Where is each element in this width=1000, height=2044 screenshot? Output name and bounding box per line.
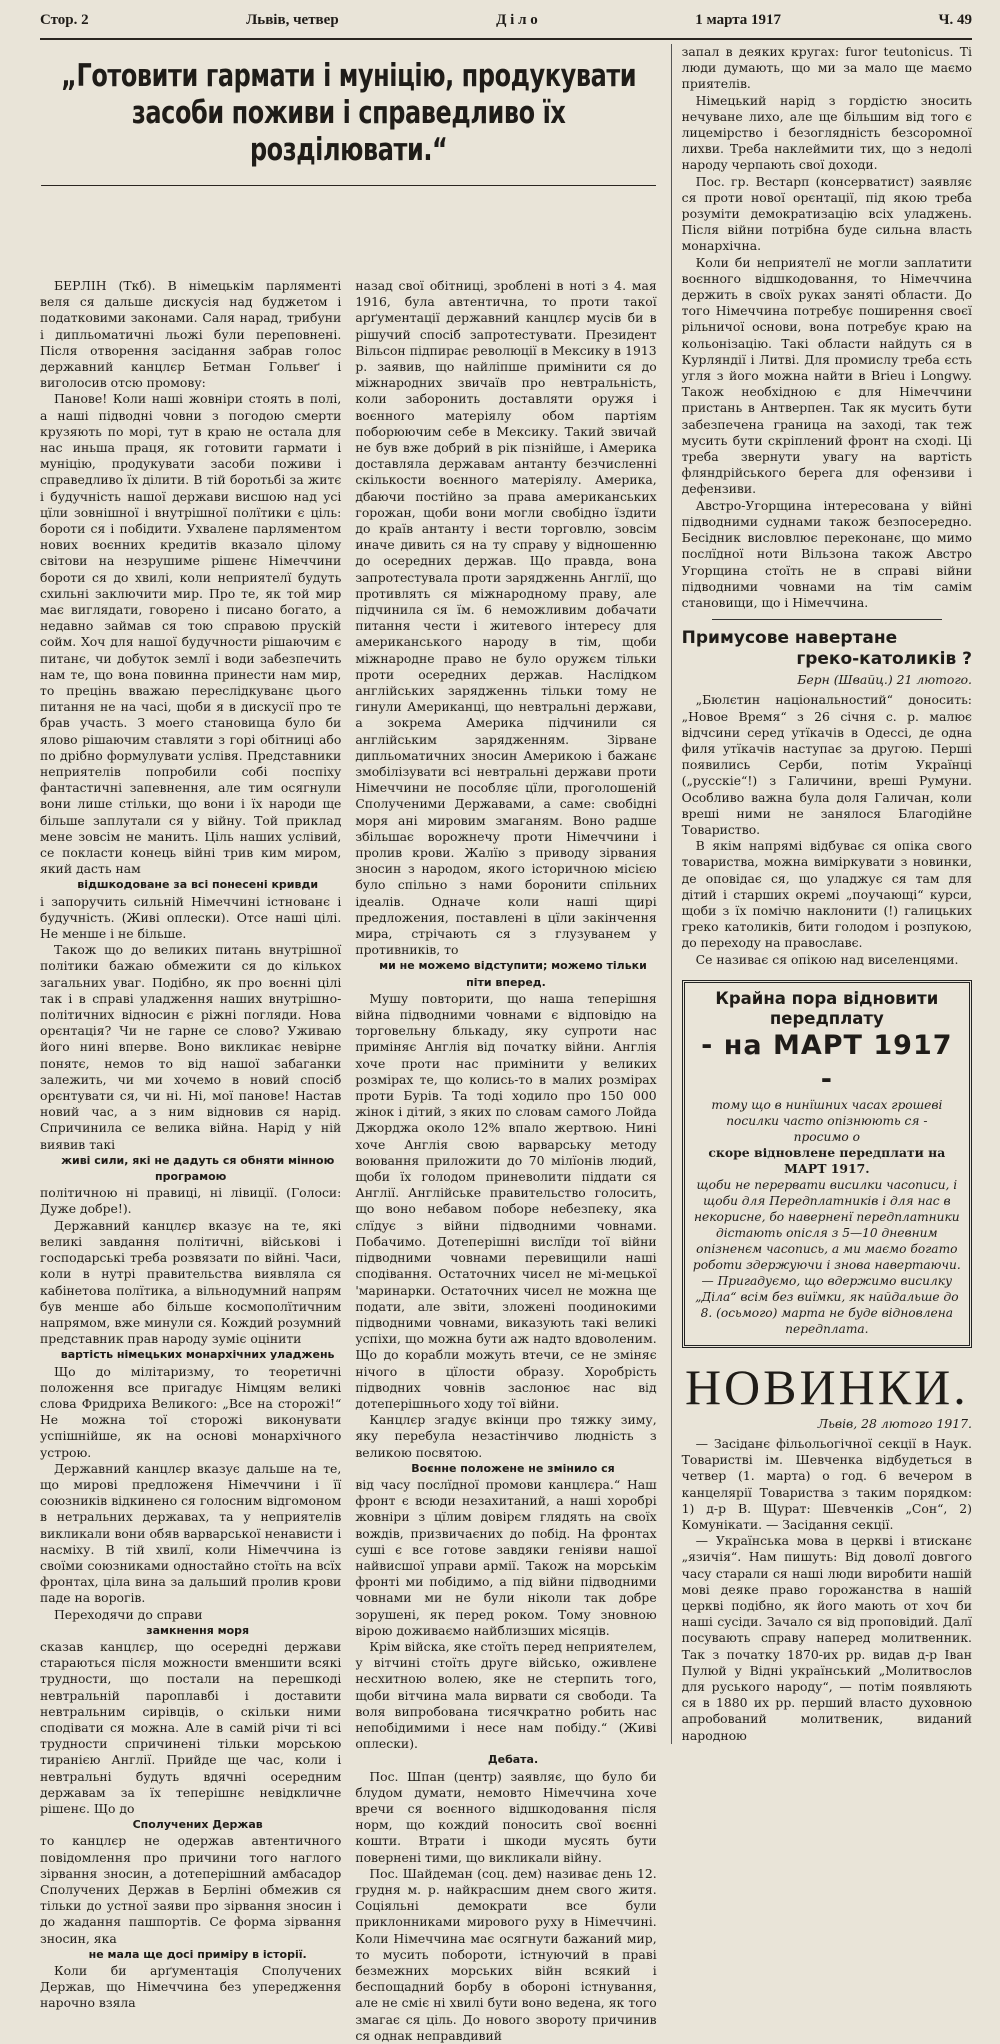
left-columns <box>40 277 657 2043</box>
article-paragraph: БЕРЛІН (Ткб). В німецькім парляменті веля ся дальше дискусія над буджетом і податковими законами. Саля нарад, трибуни і дипльоматичні льожі були переповнені. Після отворення засідання забрав голос державний канцлєр Бетман Гольвеґ і виголосив отсю промову: <box>40 277 342 391</box>
article-paragraph: Переходячи до справи <box>54 1606 203 1622</box>
notice-line: просимо о <box>793 1129 860 1144</box>
news-section-title: НОВИНКИ. <box>684 1358 969 1415</box>
article-paragraph: Пос. Шайдеман (соц. дем) називає день 12. грудня м. р. найкрасшим днем свого житя. Соціяльні демократи все були приклонниками мирового руху в Німеччині. Коли Німеччина має осягнути бажаний мир, то мусить побороти, істнуючий в праві безмежних морських війн всякий і беспощадний борбу в обороні істнування, але не сміє ні хвилі бути воно ведена, як того змагає ся ціль. До нового звороту причинив ся однак неправдивий <box>355 1865 657 2043</box>
article-paragraph: Коли би неприятелї не могли заплатити воєнного відшкодовання, то Німеччина держить в своїх руках заняті области. До того Німеччина потребує поширення своєї рільничої основи, вона потребує краю на кольонізацію. Такі области найдуть ся в Курляндії і Литві. Для промислу треба єсть угля з його можна найти в Brieu і Longwy. Також необхідною є для Німеччини пристань в Антверпен. Так як мусить бути забезпечена граница на заході, так теж мусить бути скріплений фронт на сході. Ці треба звернути увагу на вартість фляндрійського берега для офензиви і дефензиви. <box>681 254 972 497</box>
article-paragraph: назад свої обітниці, зроблені в ноті з 4. мая 1916, була автентична, то проти такої арґументації державний канцлєр мусів би в рішучий спосіб запротестувати. Президент Вільсон підпирає революції в Мексику в 1913 р. заявив, що найліпше примінити ся до міжнародних звичаїв про невтральність, коли заборонить доставляти оружя і воєнного матеріялу обом партіям поборюючим себе в Мексику. Такий звичай не був вже добрий в рік пізнійше, і Америка доставляла державам антанту безчисленні скількости воєнного матеріялу. Америка, дбаючи постійно за права американських горожан, щоби вони могли свобідно їздити до країв антанту і вести торговлю, зовсім иначе дивить ся на ту справу у відношенню до осередних держав. Що правда, вона запротестувала проти зарядженнь Англії, що противлять ся міжнародному праву, але підчинила ся їм. 6 неможливим добачати питання чести і житевого інтересу для американського народу в тім, щоби міжнародне право не було оружєм тільки проти осередних держав. Наслідком англійських зарядженнь тільки тому не гинули Американці, що невтральні держави, а зокрема Америка підчинили ся англійським зарядженням. Зірване дипльоматичних зносин Америкою і бажанє змобілізувати всі невтральні держави проти Німеччини не пособляє цїли, проголошеній Сполученими Державами, а саме: свобідні моря ані мировим змаганям. Воно радше збільшає ворожнечу проти Німеччини і пролив крови. Жалїю з приводу зірвания зносин з народом, якого історичною місією було спільно з нами боронити спільних ідеалів. Одначе коли наші щирі предложения, поставлені в цїли закінчення мира, стрічають ся з глузуванем у противників, то <box>355 277 657 958</box>
page-number: Стор. 2 <box>40 12 89 28</box>
article-paragraph: запал в деяких кругах: furor teutonicus. Ті люди думають, що ми за мало ще маємо приятелів. <box>681 44 972 92</box>
article-paragraph: сказав канцлєр, що осередні держави стараються після можности вменшити всякі трудности, що постали на перешкоді невтральній пароплавбі і доставити невтральним сирівців, о скільки ними сподівати ся можна. Але в самій річи ті всі трудности спричинені тільки морською тиранією Англії. Прийде ще час, коли і невтральні будуть вдячні осередним державам за їх теперішнє невідкличне рішенє. Що до <box>40 1638 342 1816</box>
subheading: Воєнне положене не змінило ся <box>411 1461 615 1475</box>
paper-name: Д і л о <box>496 12 538 28</box>
article-paragraph: В якім напрямі відбуває ся опіка свого товариства, можна виміркувати з новинки, де оповідає ся, що уладжує ся там для дітий і старших окремі „поучающі“ курси, щоби з їх помічю наклонити (!) галицьких греко католиків, бити голодом і розпукою, до переходу на православє. <box>681 838 972 951</box>
article-paragraph: Німецький нарід з гордістю зносить нечуване лихо, але ще більшим від того є лицемірство і безоглядність безсоромної лихви. Треба наклеймити тих, що з недолі народу черпають свої доходи. <box>681 92 972 173</box>
masthead <box>40 12 972 40</box>
place-day: Львів, четвер <box>246 12 339 28</box>
article-paragraph: Що до мілітаризму, то теоретичні положення все пригадує Німцям великі слова Фридриха Великого: „Все на сторожі!“ Не можна тої сторожі виконувати успішнійше, як на основі монархічного устрою. <box>40 1363 342 1460</box>
article-paragraph: Се називає ся опікою над виселенцями. <box>695 951 959 967</box>
article-paragraph: „Бюлєтин національностий“ доносить: „Новое Время“ з 26 січня с. р. малює відчсини серед утїкачів в Одессі, де одна филя утїкачів наступає за другою. Перші появились Серби, потім Українці („русскіе“!) з Галичини, вреші Румуни. Особливо важна була доля Галичан, коли вреші ними не занялося Благодійне Товариство. <box>681 692 972 837</box>
article-paragraph: то канцлєр не одержав автентичного повідомлення про причини того наглого зірвання зносин, а дотеперішний амбасадор Сполучених Держав в Берліні обмежив ся тільки до устної заяви про зірвання зносин і до жадання пашпортів. Се форма зірвання зносин, яка <box>40 1833 342 1946</box>
news-item: — Засіданє фільольогічної секції в Наук. Товаристві ім. Шевченка відбудеться в четвер (1. марта) о год. 6 вечером в канцелярії Товариства з таким порядком: 1) д-р В. Щурат: Шевченків „Сон“, 2) Комунікати. — Засідання секції. <box>681 1435 972 1532</box>
article-paragraph: Державний канцлєр вказує на те, які великі завдання політичні, військові і господарські треба розвязати по війні. Часи, коли в нутрі правительства виявляла ся кабінетова полїтика, а вільнодумний напрям був менше або більше космополїтичним напрямом, вже минули ся. Кождий розумний представник прав народу зуміє оцінити <box>40 1217 342 1347</box>
subheading: замкнення моря <box>146 1623 250 1637</box>
news-item: — Українська мова в церкві і втисканє „язичія“. Нам пишуть: Від доволї довгого часу старали ся наші люди виробити нашій мові деяке право горожанства в нашій церкві подібно, як його мають от хоч би наші сусіди. Зачало ся від проповідий. Далї посувають справу наперед молитвенник. Так з початку 1870-их рр. видав д-р Іван Пулюй у Відні український „Молитвослов для руського народу“, — потім появляють ся в 1880 их рр. перший власто духовною апробований молитвеник, виданий народною <box>681 1533 972 1743</box>
subheading: вартість німецьких монархічних уладжень <box>60 1348 335 1362</box>
article-paragraph: політичною ні правиці, ні лівиції. (Голоси: Дуже добре!). <box>40 1185 342 1217</box>
article-paragraph: Коли би арґументація Сполучених Держав, що Німеччина без упередження нарочно взяла <box>40 1963 342 2011</box>
article-paragraph: Панове! Коли наші жовніри стоять в полі, а наші підводні човни з погодою смерти крузяють по морі, тут в краю не остала для нас иньша праця, як готовити гармати і муніцію, продукувати засоби поживи і справедливо їх ділити. В тій боротьбі за житє і будучність нашої держави висшою над усі цїли зовнішної і внутрішної полїтики є ціль: бороти ся і побідити. Ухвалене парляментом нових воєнних кредитів вказало цілому світови на незрушиме рішенє Німеччини бороти ся до хвилі, коли неприятелї будуть схильні заключити мир. Про те, як той мир має виглядати, говорено і писано богато, а недавно займав ся тою справою прускій сойм. Хоч для нашої будучности рішаючим є питанє, чи добуток землї і води забезпечить нам те, що вона повинна принести нам мир, то прецінь вважаю переслідкуванє цього питання не на часі, щоби я в дискусії про те брав участь. З моего становища було би ялово рішаючим ставляти з горі обітниці або по дрібно формулувати услівя. Представники неприятелів попробили собі поспіху фантастичні запевнення, але тим осягнули вони лише стільки, що вони і їх народи ще більше заплутали ся у війну. Той приклад мене зовсім не манить. Ціль наших услівий, се покласти конець війні трив ким миром, який дасть нам <box>40 391 342 877</box>
notice-line: скоре відновлене передплати на МАРТ 1917. <box>708 1144 946 1176</box>
headline: „Готовити гармати і муніцію, продукувати засоби поживи і справедливо їх розділювати.“ <box>41 44 656 186</box>
divider <box>712 619 942 620</box>
subheading: Дебата. <box>487 1753 539 1767</box>
subheading: не мала ще досі приміру в історії. <box>88 1947 307 1961</box>
subheading: ми не можемо відступити; можемо тільки піти вперед. <box>379 959 647 989</box>
headline-wrap <box>40 44 657 278</box>
article-paragraph: Австро-Угорщина інтересована у війні підводними суднами також безпосередно. Бесідник висловлює переконанє, що мимо послїдної ноти Вільзона також Австро Угорщина стоїть не в справі війни підводними човнами на тім самім становищи, що і Німеччина. <box>681 497 972 610</box>
article-paragraph: Пос. Шпан (центр) заявляє, що було би блудом думати, немовто Німеччина хоче вречи ся воєнного відшкодовання після норм, що кождий поносить свої воєнні кошти. Втрати і шкоди мусять бути повернені тими, що викликали війну. <box>355 1768 657 1865</box>
notice-month: - на МАРТ 1917 - <box>701 1029 953 1095</box>
issue-number: Ч. 49 <box>938 12 972 28</box>
article-paragraph: Крім війска, яке стоїть перед неприятелем, у вітчині стоїть друге військо, оживлене несхитною волею, яке не стерпить того, щоби вітчина мала вирвати ся свободи. Та воля випробована тисячкратно робить нас непобідимими і несе нам побіду.“ (Живі оплески). <box>355 1638 657 1752</box>
column-2 <box>355 277 657 2043</box>
article-paragraph: Пос. гр. Вестарп (консерватист) заявляє ся проти нової орєнтації, під якою треба розуміти демократизацію всіх уладжень. Після війни потрібна буде сильна власть монархічна. <box>681 173 972 254</box>
article-paragraph: і запоручить сильній Німеччині істнованє і будучність. (Живі оплески). Отсе наші цілі. Не менше і не більше. <box>40 893 342 942</box>
subscription-notice <box>682 980 972 1348</box>
notice-line: щоби не перервати висилки часописи, і щоби для Передплатників і для нас в некорисне, бо наверненї передплатники дістають опісля з 5—10 дневним опізненєм часопись, а ми маємо богато роботи здержуючи і знова навертаючи. — Пригадуємо, що вдержимо висилку „Діла“ всім без виїмки, як найдальше до 8. (осьмого) марта не буде відновлена передплата. <box>692 1177 961 1336</box>
subheading: живі сили, які не дадуть ся обняти мінною програмою <box>61 1153 335 1184</box>
news-dateline: Львів, 28 лютого 1917. <box>817 1415 972 1431</box>
article-title-a: Примусове навертане <box>681 628 898 649</box>
dateline: Берн (Швайц.) 21 лютого. <box>797 672 972 688</box>
issue-date: 1 марта 1917 <box>695 12 782 28</box>
subheading: відшкодоване за всі понесені кривди <box>77 878 319 892</box>
article-paragraph: Державний канцлєр вказує дальше на те, що мирові предложеня Німеччини і її союзників відкинено ся голосним відгомоном в нетральних державах, та у неприятелів викликали вони обяв варварської ненависти і насміху. В тій хвилї, коли Німеччина із своїми союзниками одностайно стоїть на всїх фронтах, ціла вина за дальший пролив крови паде на ворогів. <box>40 1460 342 1606</box>
notice-title: Крайна пора відновити передплату <box>715 988 939 1028</box>
article-title-b: греко-католиків ? <box>796 649 972 670</box>
column-3 <box>671 44 972 1744</box>
article-paragraph: Мушу повторити, що наша теперішня війна підводними човнами є відповідю на торговельну блькаду, яку супроти нас приміняє Англія від початку війни. Англія хоче проти нас примінити у великих розмірах те, що колись-то в малих розмірах проти Бурів. Та тоді ходило про 150 000 жінок і дітий, з яких по словам самого Лойда Джорджа около 12% впало жертвою. Нині хоче Англія свою варварську методу воювання приложити до 70 мілїонів людий, щоби їх голодом приневолити піддати ся Англії. Англійське правительство голосить, що воно небавом поборе небезпеку, яка слїдує з війни підводними човнами. Побачимо. Дотеперішні вислїди тої війни підводними човнами перевищили наші сподівання. Остаточних чисел не мі-мецької 'маринарки. Остаточних чисел не можна ще подати, але звіти, зложені поодинокими підводними човнами, виказують такі великі успіхи, що можна бути аж надто вдоволеним. Що до корабли можуть втечи, се не зміняє нічого в цїлости образу. Хоробрість підводних човнів заслонює нас від дотеперішнього ходу тої війни. <box>355 990 657 1411</box>
column-1 <box>40 277 342 2011</box>
article-paragraph: Також що до великих питань внутрішної політики бажаю обмежити ся до кількох загальних уваг. Подібно, як про воєнні цілі так і в справі уладження наших внутрішно-політичних відносин є ріжні погляди. Нова орєнтація? Чи не гарне се слово? Уживаю його нині вперве. Воно викликає невірне понятє, немов то від нашої забаганки залежить, чи ми хочемо в новий спосіб орєнтувати ся, чи ні. Ні, мої панове! Настав новий час, а з ним відновив ся нарід. Спричинила се велика війна. Нарід у ній виявив такі <box>40 942 342 1152</box>
subheading: Сполучених Держав <box>132 1818 263 1832</box>
article-paragraph: Канцлєр згадує вкінци про тяжку зиму, яку перебула незастінчиво людність з великою посвятою. <box>355 1412 657 1460</box>
notice-line: тому що в нинїшних часах грошеві посилки часто опізнюють ся - <box>711 1097 943 1128</box>
article-paragraph: від часу послїдної промови канцлєра.“ Наш фронт є всюди незахитаний, а наші хоробрі жовніри з цїлим довірєм глядять на своїх вождів, призвичаєних до побід. На фронтах суші є все готове завдяки геніяви нашої найвисшої управи армії. Також на морськім фронті ми побідимо, а під війни підводними човнами ми не були ніколи так добре зорушені, як перед роком. Тому зновною вірою доживаємо найблизших місяців. <box>355 1476 657 1638</box>
